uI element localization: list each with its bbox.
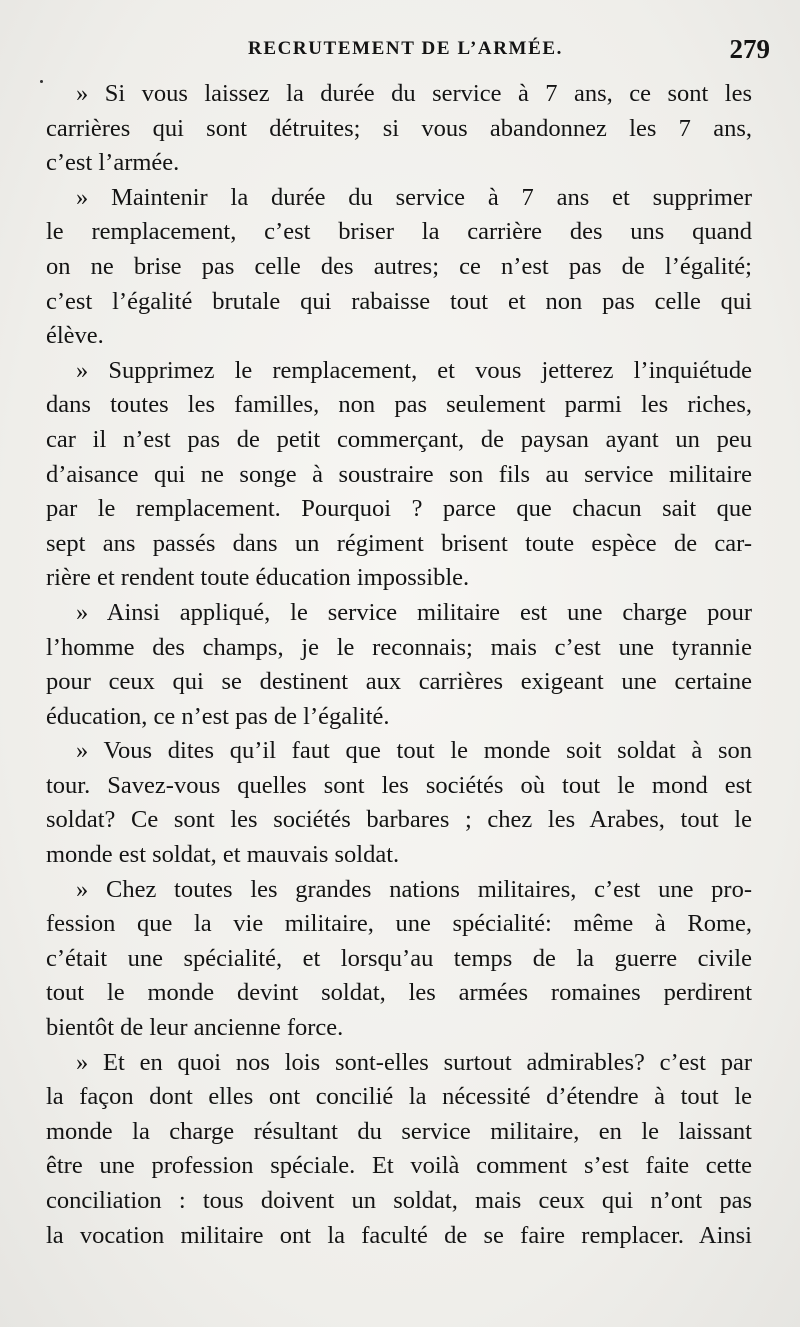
text-line: monde est soldat, et mauvais soldat. xyxy=(46,841,400,869)
text-line: éducation, ce n’est pas de l’égalité. xyxy=(46,702,390,730)
text-line: le remplacement, c’est briser la carrière des uns quand xyxy=(46,218,752,246)
text-line: » Si vous laissez la durée du service à 7 ans, ce sont les xyxy=(76,80,752,107)
text-line: la façon dont elles ont concilié la nécessité d’étendre à tout le xyxy=(46,1083,752,1111)
text-line: par le remplacement. Pourquoi ? parce que chacun sait que xyxy=(46,495,752,523)
running-title: RECRUTEMENT DE L’ARMÉE. xyxy=(248,38,563,59)
text-line: tour. Savez-vous quelles sont les sociétés où tout le mond est xyxy=(46,771,752,799)
body-text xyxy=(46,77,752,1253)
text-line: rière et rendent toute éducation impossible. xyxy=(46,564,470,592)
text-line: on ne brise pas celle des autres; ce n’est pas de l’égalité; xyxy=(46,252,752,280)
text-line: tout le monde devint soldat, les armées romaines perdirent xyxy=(46,979,752,1007)
text-line: car il n’est pas de petit commerçant, de paysan ayant un peu xyxy=(46,425,752,453)
text-line: monde la charge résultant du service militaire, en le laissant xyxy=(46,1117,752,1145)
text-line: d’aisance qui ne songe à soustraire son fils au service militaire xyxy=(46,460,752,488)
text-line: » Maintenir la durée du service à 7 ans et supprimer xyxy=(76,183,752,211)
text-line: c’est l’armée. xyxy=(46,149,180,177)
text-line: la vocation militaire ont la faculté de se faire remplacer. Ainsi xyxy=(46,1221,752,1249)
text-line: élève. xyxy=(46,322,104,350)
text-line: l’homme des champs, je le reconnais; mais c’est une tyrannie xyxy=(46,633,752,661)
text-line: » Supprimez le remplacement, et vous jetterez l’inquiétude xyxy=(76,356,752,384)
text-line: c’est l’égalité brutale qui rabaisse tout et non pas celle qui xyxy=(46,287,752,315)
text-line: » Chez toutes les grandes nations militaires, c’est une pro- xyxy=(76,875,752,903)
text-line: » Et en quoi nos lois sont-elles surtout admirables? c’est par xyxy=(76,1048,752,1076)
text-line: bientôt de leur ancienne force. xyxy=(46,1014,344,1042)
text-line: dans toutes les familles, non pas seulement parmi les riches, xyxy=(46,391,752,419)
text-line: être une profession spéciale. Et voilà comment s’est faite cette xyxy=(46,1152,752,1180)
text-line: pour ceux qui se destinent aux carrières exigeant une certaine xyxy=(46,668,752,696)
text-line: c’était une spécialité, et lorsqu’au temps de la guerre civile xyxy=(46,944,752,972)
text-line: » Vous dites qu’il faut que tout le monde soit soldat à son xyxy=(76,737,752,765)
text-line: carrières qui sont détruites; si vous abandonnez les 7 ans, xyxy=(46,114,752,142)
text-line: fession que la vie militaire, une spécialité: même à Rome, xyxy=(46,910,752,938)
text-line: sept ans passés dans un régiment brisent toute espèce de car- xyxy=(46,529,752,557)
text-line: » Ainsi appliqué, le service militaire est une charge pour xyxy=(76,598,752,626)
text-line: soldat? Ce sont les sociétés barbares ; chez les Arabes, tout le xyxy=(46,806,752,834)
text-line: conciliation : tous doivent un soldat, mais ceux qui n’ont pas xyxy=(46,1187,752,1214)
page-number: 279 xyxy=(729,34,770,64)
margin-dot xyxy=(40,80,43,83)
page-header xyxy=(0,34,800,74)
